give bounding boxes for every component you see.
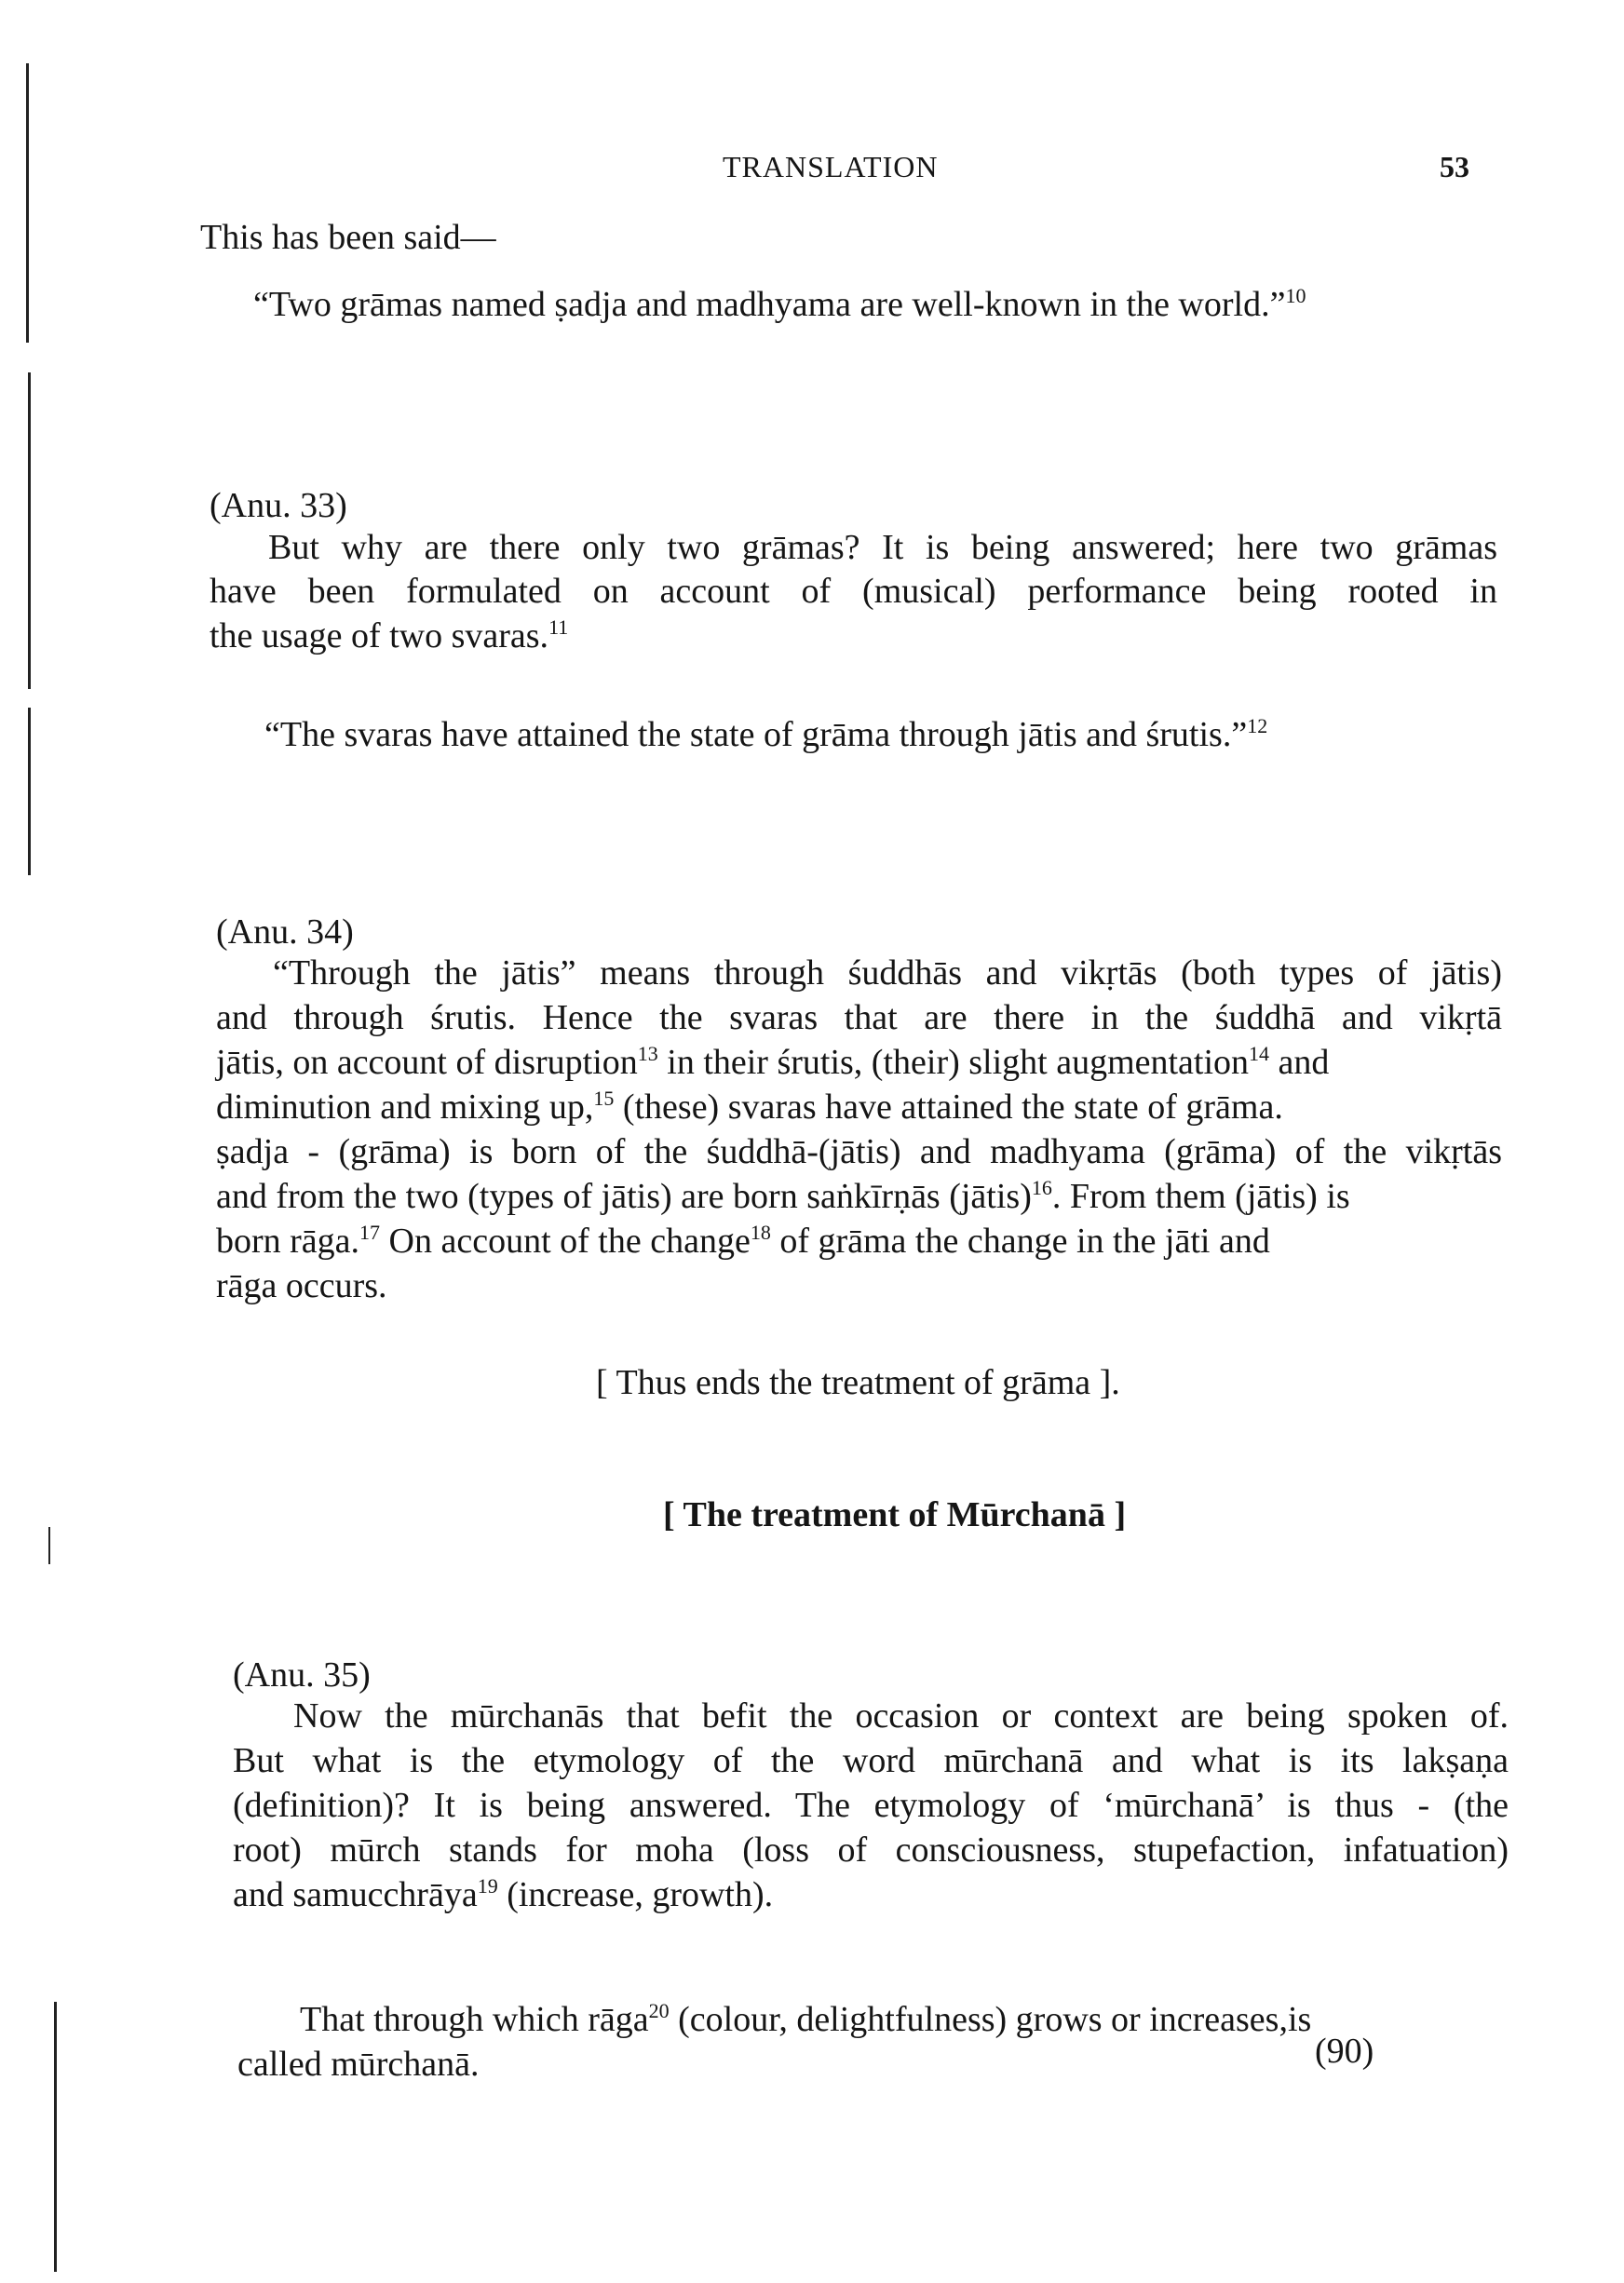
closing-line bbox=[300, 1998, 1311, 2041]
paragraph-line: ṣadja - (grāma) is born of the śuddhā-(jātis) and madhyama (grāma) of the vikṛtās bbox=[216, 1132, 1502, 1171]
footnote-ref: 12 bbox=[1247, 714, 1268, 737]
paragraph-line bbox=[216, 1220, 1270, 1263]
scan-edge-mark bbox=[26, 63, 29, 343]
paragraph-text: born rāga. bbox=[216, 1222, 360, 1261]
paragraph-text: and bbox=[1269, 1043, 1330, 1082]
quote-text: “The svaras have attained the state of grāma through jātis and śrutis.” bbox=[264, 715, 1248, 754]
scan-edge-mark bbox=[54, 2002, 57, 2272]
paragraph-text: jātis, on account of disruption bbox=[216, 1043, 638, 1082]
footnote-ref: 11 bbox=[548, 615, 569, 639]
paragraph-text: . From them (jātis) is bbox=[1051, 1177, 1350, 1216]
intro-line: This has been said— bbox=[200, 218, 496, 257]
scan-edge-mark bbox=[28, 708, 31, 875]
anu-34-label: (Anu. 34) bbox=[216, 912, 354, 952]
scan-edge-mark bbox=[28, 372, 31, 689]
footnote-ref: 13 bbox=[637, 1042, 658, 1065]
paragraph-line: have been formulated on account of (musical) performance being rooted in bbox=[210, 572, 1497, 611]
paragraph-line: rāga occurs. bbox=[216, 1266, 387, 1305]
paragraph-line: and through śrutis. Hence the svaras that are there in the śuddhā and vikṛtā bbox=[216, 998, 1502, 1037]
paragraph-text: and samucchrāya bbox=[233, 1875, 478, 1914]
paragraph-text: On account of the change bbox=[380, 1222, 751, 1261]
footnote-ref: 14 bbox=[1249, 1042, 1270, 1065]
footnote-ref: 17 bbox=[359, 1221, 381, 1244]
footnote-ref: 15 bbox=[593, 1087, 615, 1110]
paragraph-line bbox=[210, 615, 568, 657]
paragraph-line: Now the mūrchanās that befit the occasion or context are being spoken of. bbox=[293, 1696, 1509, 1736]
section-heading: [ The treatment of Mūrchanā ] bbox=[663, 1495, 1127, 1534]
footnote-ref: 20 bbox=[648, 1999, 670, 2022]
quote-text: “Two grāmas named ṣadja and madhyama are well-known in the world.” bbox=[253, 285, 1286, 324]
paragraph-line: “Through the jātis” means through śuddhās and vikṛtās (both types of jātis) bbox=[273, 953, 1502, 993]
running-title: TRANSLATION bbox=[723, 150, 939, 183]
footnote-ref: 16 bbox=[1031, 1176, 1052, 1199]
paragraph-text: of grāma the change in the jāti and bbox=[770, 1222, 1270, 1261]
paragraph-text: (these) svaras have attained the state of grāma. bbox=[614, 1087, 1283, 1127]
paragraph-line: root) mūrch stands for moha (loss of consciousness, stupefaction, infatuation) bbox=[233, 1830, 1509, 1870]
anu-35-label: (Anu. 35) bbox=[233, 1655, 371, 1695]
paragraph-line: But why are there only two grāmas? It is being answered; here two grāmas bbox=[268, 528, 1497, 567]
verse-number: (90) bbox=[1315, 2032, 1374, 2071]
quote-svaras bbox=[264, 713, 1267, 756]
closing-line: called mūrchanā. bbox=[237, 2045, 480, 2084]
section-end-note: [ Thus ends the treatment of grāma ]. bbox=[596, 1363, 1120, 1402]
paragraph-line bbox=[233, 1873, 773, 1916]
paragraph-line bbox=[216, 1041, 1329, 1084]
paragraph-text: the usage of two svaras. bbox=[210, 616, 549, 655]
paragraph-line: But what is the etymology of the word mūrchanā and what is its lakṣaṇa bbox=[233, 1741, 1509, 1780]
footnote-ref: 18 bbox=[750, 1221, 771, 1244]
anu-33-label: (Anu. 33) bbox=[210, 486, 347, 525]
paragraph-text: That through which rāga bbox=[300, 2000, 649, 2039]
paragraph-line bbox=[216, 1175, 1350, 1218]
paragraph-text: (colour, delightfulness) grows or increases,is bbox=[669, 2000, 1312, 2039]
paragraph-text: in their śrutis, (their) slight augmentation bbox=[657, 1043, 1250, 1082]
footnote-ref: 10 bbox=[1285, 284, 1306, 307]
footnote-ref: 19 bbox=[477, 1874, 498, 1898]
paragraph-text: and from the two (types of jātis) are born saṅkīrṇās (jātis) bbox=[216, 1177, 1032, 1216]
paragraph-line: (definition)? It is being answered. The etymology of ‘mūrchanā’ is thus - (the bbox=[233, 1786, 1509, 1825]
paragraph-line bbox=[216, 1086, 1283, 1128]
paragraph-text: (increase, growth). bbox=[497, 1875, 774, 1914]
page-number: 53 bbox=[1440, 150, 1469, 183]
quote-two-gramas bbox=[253, 283, 1306, 326]
scan-edge-mark bbox=[48, 1527, 50, 1564]
paragraph-text: diminution and mixing up, bbox=[216, 1087, 594, 1127]
